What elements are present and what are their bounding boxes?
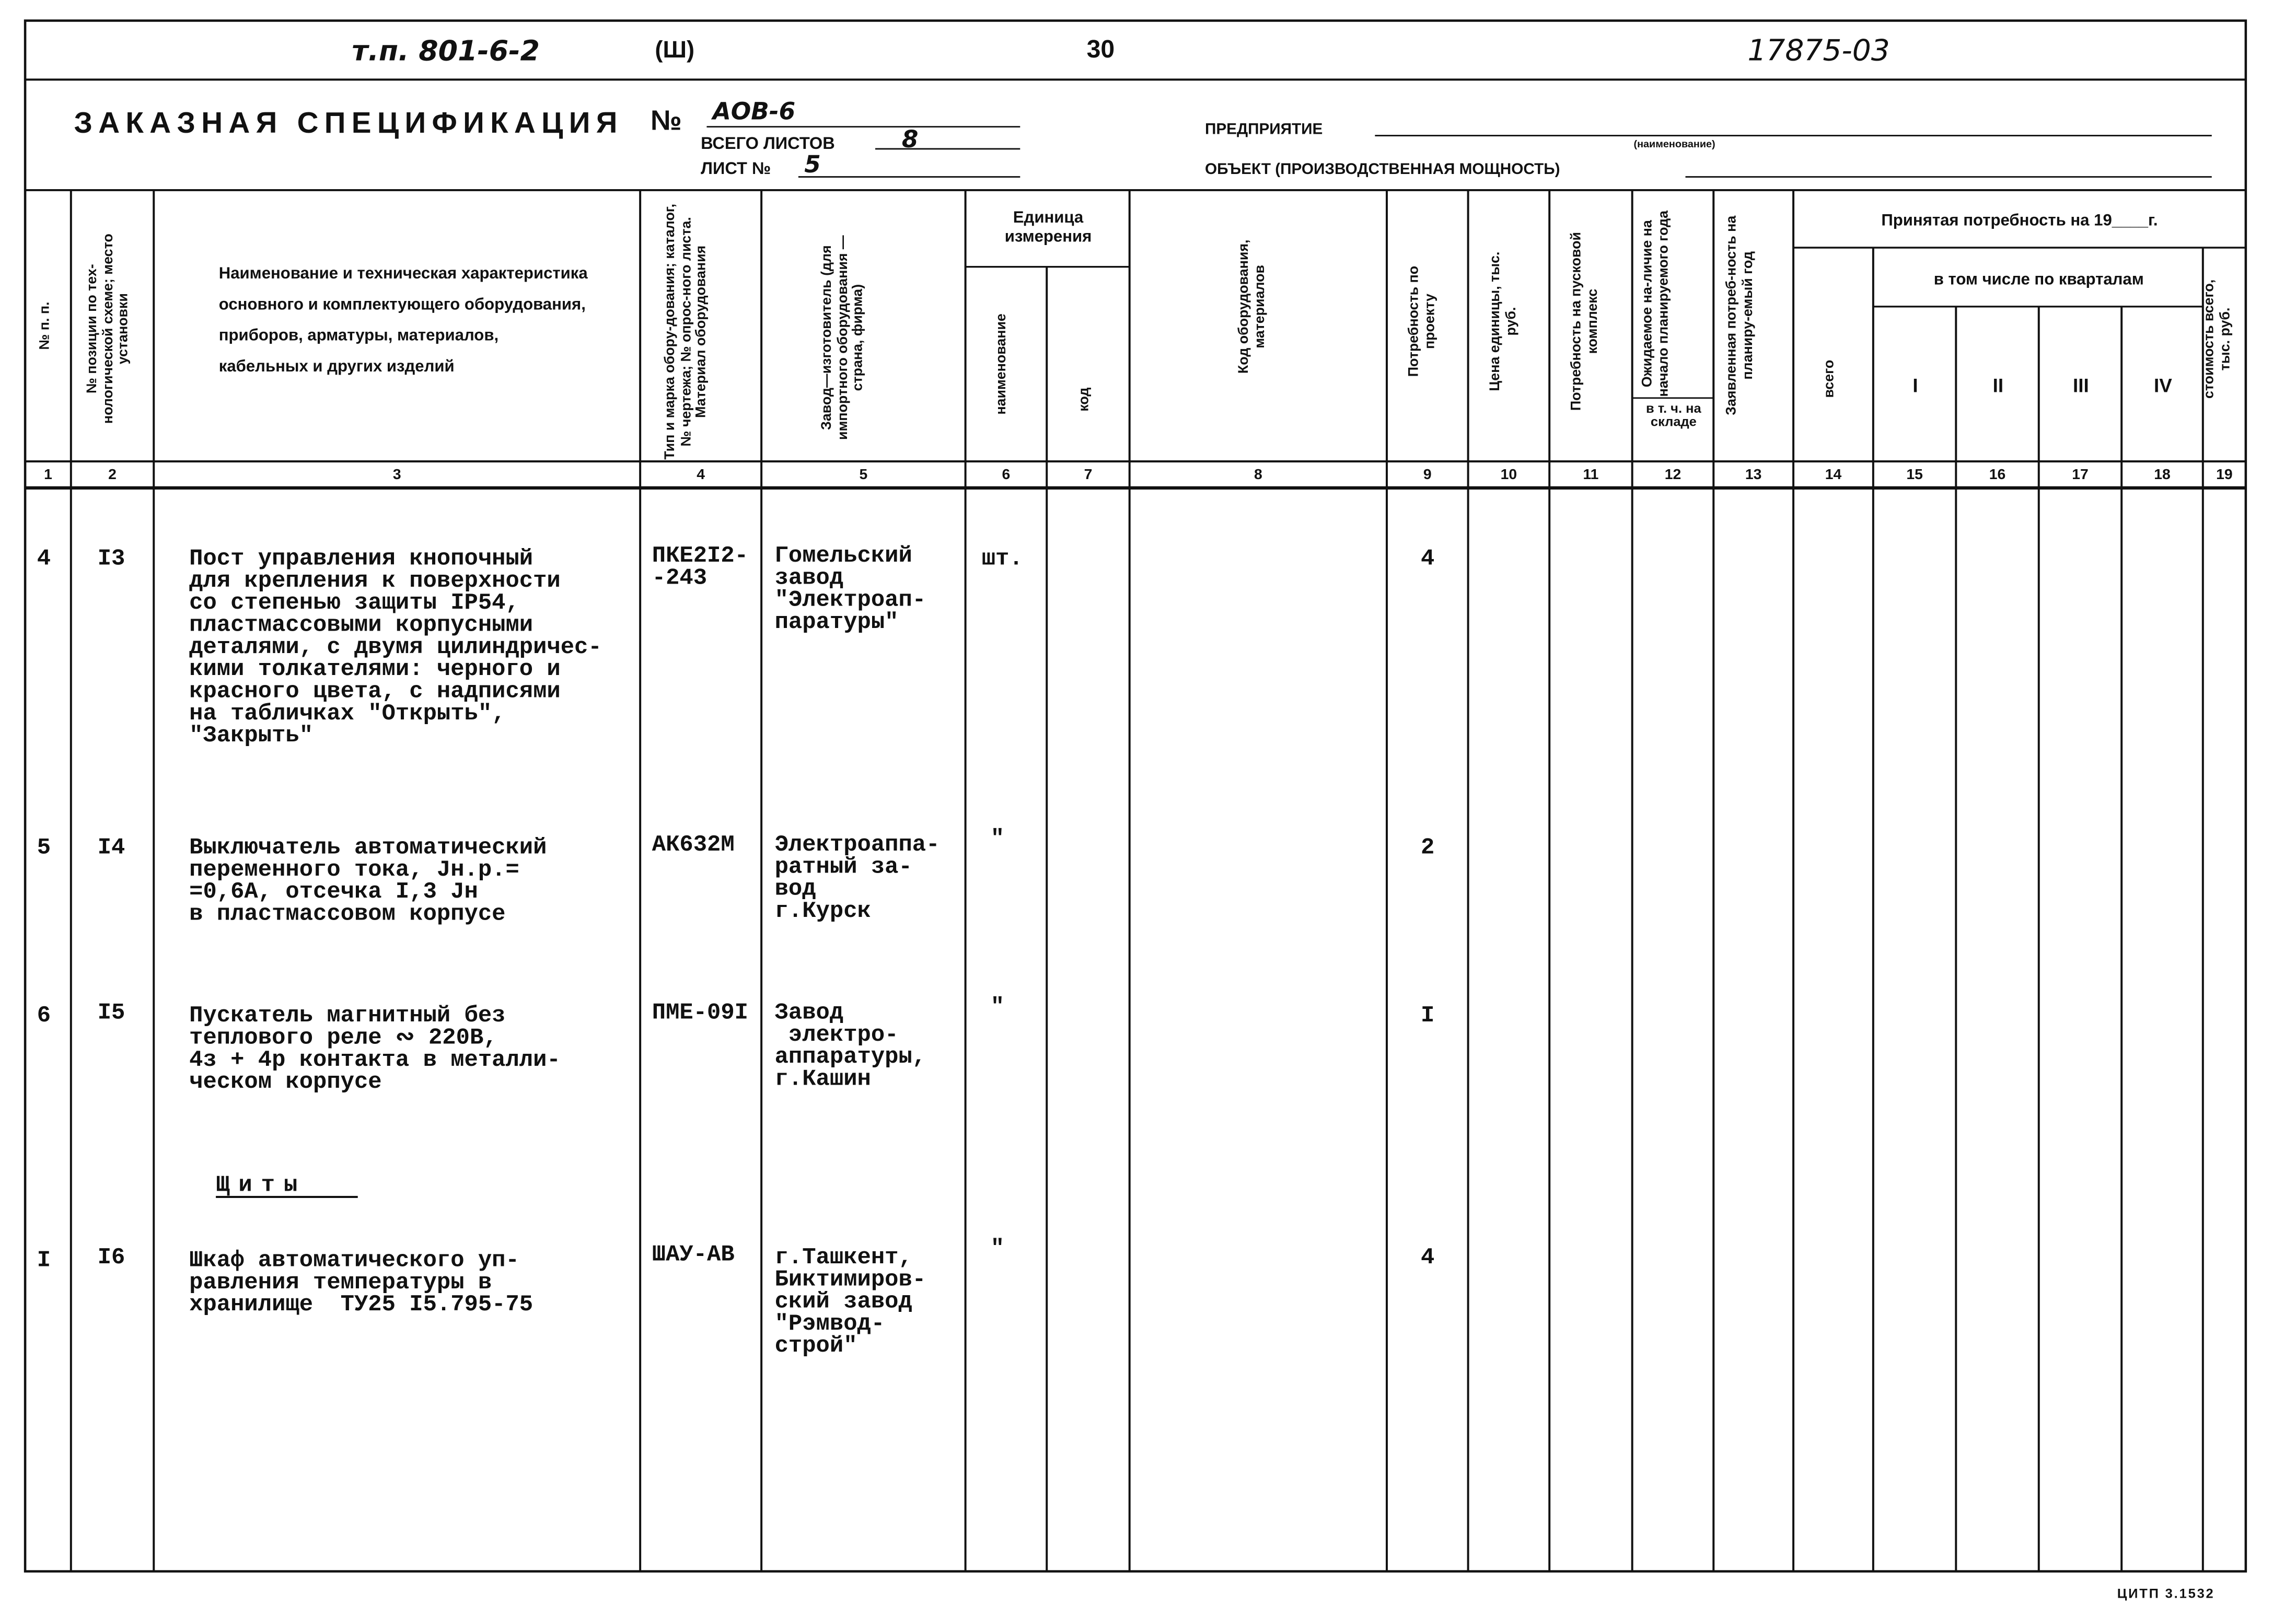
- table-row-name: Выключатель автоматический переменного тока, Jн.р.= =0,6А, отсечка I,3 Jн в пластмассовом корпусе: [189, 834, 547, 927]
- object-label: ОБЪЕКТ (ПРОИЗВОДСТВЕННАЯ МОЩНОСТЬ): [1204, 160, 1560, 179]
- table-row-type: ПМЕ-09I: [652, 999, 749, 1026]
- table-row-position: I5: [97, 999, 125, 1026]
- table-row-number: 6: [37, 1002, 51, 1029]
- column-number: 5: [859, 467, 868, 484]
- col-header-unit-name: наименование: [993, 313, 1010, 415]
- column-number: 16: [1989, 467, 2006, 484]
- col-header-total: всего: [1821, 359, 1838, 398]
- table-row-quantity: 4: [1421, 1244, 1435, 1271]
- col-header-q1: I: [1912, 374, 1918, 397]
- col-header-project-need: Потребность по проекту: [1406, 265, 1438, 377]
- table-row-unit: ": [990, 1235, 1005, 1262]
- table-row-name: Пост управления кнопочный для крепления к поверхности со степенью защиты IP54, пластмассовыми корпусными деталями, с двумя цилиндричес- кими толкателями: черного и красного цвета, с надписями на табличках "Открыть", "Закрыть": [189, 545, 602, 749]
- sheet-number: 5: [804, 150, 821, 179]
- table-row-maker: Завод электро- аппаратуры, г.Кашин: [774, 999, 926, 1092]
- column-number: 3: [392, 467, 401, 484]
- enterprise-label: ПРЕДПРИЯТИЕ: [1204, 121, 1323, 139]
- col-header-total-cost: стоимость всего, тыс. руб.: [2201, 279, 2234, 399]
- table-row-maker: г.Ташкент, Биктимиров- ский завод "Рэмвод- строй": [774, 1244, 926, 1359]
- column-number: 10: [1500, 467, 1517, 484]
- column-number: 12: [1664, 467, 1682, 484]
- table-row-type: АК632М: [652, 831, 735, 858]
- table-row-type: ПКЕ2I2- -243: [652, 542, 749, 591]
- table-row-unit: ": [990, 825, 1005, 852]
- table-row-maker: Гомельский завод "Электроап- паратуры": [774, 542, 926, 636]
- col-header-type: Тип и марка обору-дования; каталог, № чертежа; № опрос-ного листа. Материал оборудования: [662, 203, 710, 460]
- column-number: 4: [697, 467, 705, 484]
- column-number: 7: [1084, 467, 1093, 484]
- col-header-q2: II: [1992, 374, 2004, 397]
- total-sheets: 8: [901, 125, 919, 154]
- table-row-name: Шкаф автоматического уп- равления температуры в хранилище ТУ25 I5.795-75: [189, 1247, 534, 1318]
- column-number: 15: [1906, 467, 1923, 484]
- col-header-name: Наименование и техническая характеристика основного и комплектующего оборудования, приборов, арматуры, материалов, кабельных и других изделий: [218, 265, 588, 376]
- spec-number: АОВ-6: [712, 97, 796, 125]
- col-header-q3: III: [2073, 374, 2089, 397]
- col-header-unit-price: Цена единицы, тыс. руб.: [1487, 251, 1520, 391]
- col-header-accepted-need: Принятая потребность на 19____г.: [1881, 212, 2158, 230]
- table-row-number: I: [37, 1247, 51, 1274]
- table-row-number: 5: [37, 834, 51, 861]
- table-row-maker: Электроаппа- ратный за- вод г.Курск: [774, 831, 940, 925]
- spec-number-label: №: [650, 106, 682, 137]
- column-number: 17: [2072, 467, 2089, 484]
- col-header-unit-code: код: [1076, 387, 1093, 412]
- doc-code: т.п. 801-6-2: [352, 35, 540, 68]
- total-sheets-label: ВСЕГО ЛИСТОВ: [701, 135, 835, 154]
- enterprise-name-hint: (наименование): [1633, 140, 1715, 150]
- table-row-quantity: I: [1421, 1002, 1435, 1029]
- table-row-name: Пускатель магнитный без теплового реле ∾ 220В, 4з + 4р контакта в металли- ческом корпусе: [189, 1002, 561, 1096]
- col-header-startup-need: Потребность на пусковой комплекс: [1568, 232, 1601, 411]
- table-row-position: I3: [97, 545, 125, 572]
- column-number: 8: [1254, 467, 1262, 484]
- table-row-position: I6: [97, 1244, 125, 1271]
- col-header-expected-stock: Ожидаемое на-личие на начало планируемого года: [1639, 210, 1672, 397]
- column-number: 9: [1423, 467, 1432, 484]
- table-row-unit: шт.: [981, 545, 1023, 572]
- archive-number: 17875-03: [1747, 32, 1890, 68]
- col-header-q4: IV: [2153, 374, 2172, 397]
- column-number: 6: [1002, 467, 1011, 484]
- column-number: 14: [1825, 467, 1842, 484]
- table-row-number: 4: [37, 545, 51, 572]
- col-header-row-number: № п. п.: [37, 301, 53, 350]
- col-header-equipment-code: Код оборудования, материалов: [1236, 239, 1268, 374]
- table-row-quantity: 2: [1421, 834, 1435, 861]
- col-header-unit-group: Единица измерения: [1004, 209, 1092, 247]
- col-header-position: № позиции по тех-нологической схеме; место установки: [84, 234, 132, 424]
- column-number: 2: [108, 467, 117, 484]
- col-header-quarters: в том числе по кварталам: [1933, 271, 2144, 289]
- col-header-in-warehouse: в т. ч. на складе: [1646, 401, 1701, 430]
- page-number: 30: [1086, 35, 1115, 64]
- sheet-number-label: ЛИСТ №: [701, 160, 771, 179]
- column-number: 11: [1583, 467, 1599, 484]
- col-header-maker: Завод—изготовитель (для импортного оборудования —страна, фирма): [819, 235, 867, 440]
- column-number: 18: [2154, 467, 2171, 484]
- section-title: Щиты: [216, 1172, 307, 1199]
- footer-stamp: ЦИТП 3.1532: [2117, 1586, 2215, 1601]
- col-header-declared-need: Заявленная потреб-ность на планиру-емый год: [1724, 215, 1756, 415]
- table-row-quantity: 4: [1421, 545, 1435, 572]
- column-number: 19: [2216, 467, 2233, 484]
- table-row-position: I4: [97, 834, 125, 861]
- column-number: 1: [44, 467, 52, 484]
- table-row-unit: ": [990, 993, 1005, 1020]
- column-number: 13: [1745, 467, 1762, 484]
- album-number: (Ш): [655, 38, 695, 64]
- table-row-type: ШАУ-АВ: [652, 1241, 735, 1268]
- page-title: ЗАКАЗНАЯ СПЕЦИФИКАЦИЯ: [74, 107, 623, 141]
